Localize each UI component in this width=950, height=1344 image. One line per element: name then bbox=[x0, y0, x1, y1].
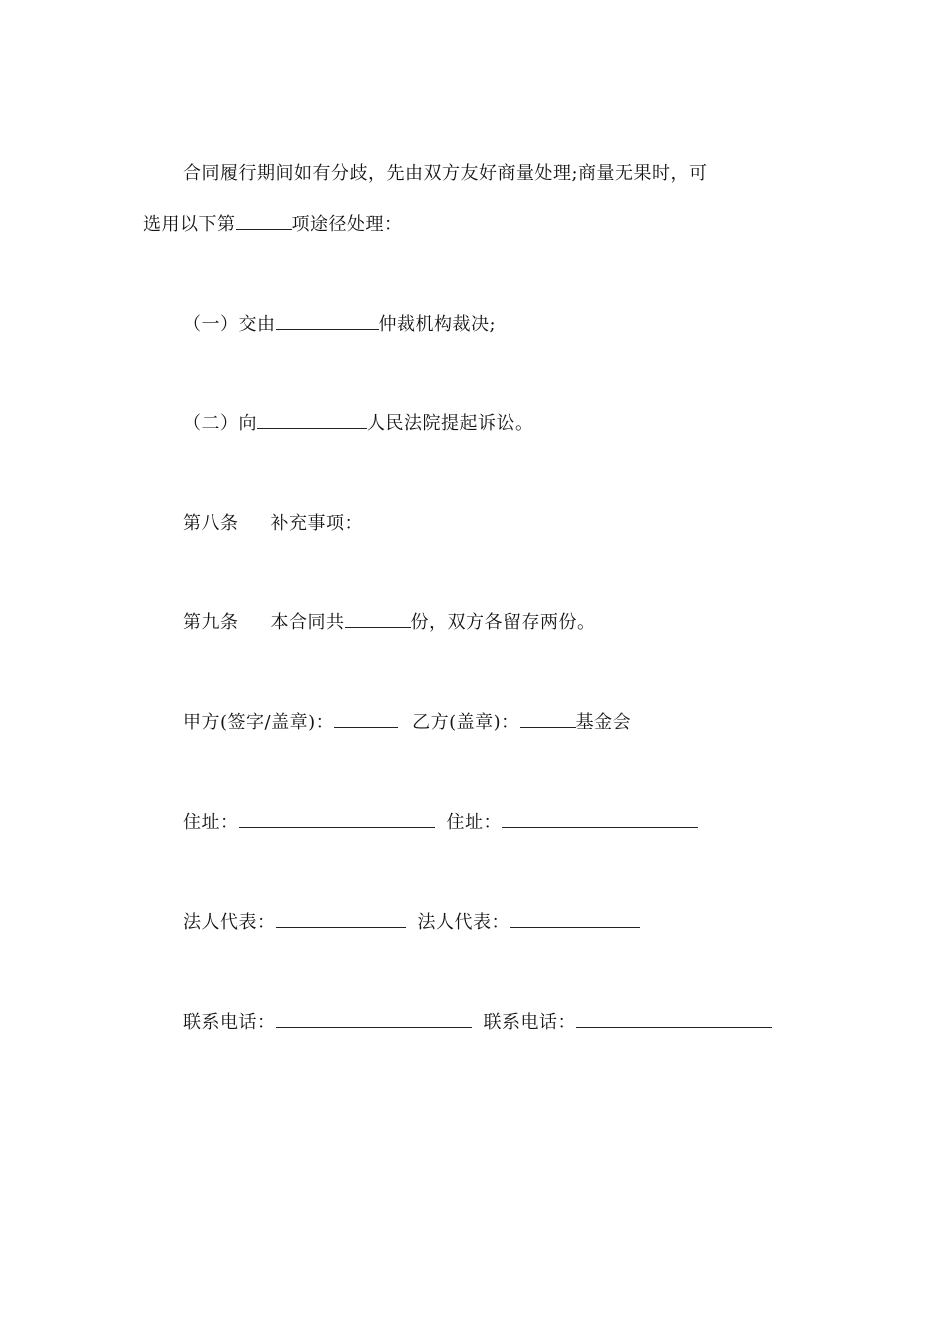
party-b-signature-label: 乙方(盖章)： bbox=[412, 712, 520, 733]
article-nine-number: 第九条 bbox=[183, 612, 239, 633]
court-name-blank[interactable] bbox=[257, 412, 367, 429]
dispute-clause-line2-suffix: 项途径处理： bbox=[291, 214, 403, 235]
option-two-line bbox=[183, 412, 534, 436]
article-nine-prefix: 本合同共 bbox=[270, 612, 345, 633]
party-a-legal-rep-blank[interactable] bbox=[276, 911, 406, 928]
address-line bbox=[183, 811, 698, 835]
party-b-address-blank[interactable] bbox=[502, 811, 698, 828]
party-a-address-blank[interactable] bbox=[239, 811, 435, 828]
party-b-phone-blank[interactable] bbox=[576, 1011, 772, 1028]
dispute-clause-line-1 bbox=[183, 162, 708, 186]
article-eight-text: 补充事项： bbox=[270, 513, 363, 534]
party-b-signature-blank[interactable] bbox=[520, 711, 576, 728]
method-number-blank[interactable] bbox=[236, 213, 292, 230]
party-b-address-label: 住址： bbox=[446, 812, 502, 833]
article-nine-line bbox=[183, 611, 596, 635]
dispute-clause-line-2 bbox=[143, 213, 403, 237]
party-b-signature-suffix: 基金会 bbox=[575, 712, 632, 733]
party-a-signature-blank[interactable] bbox=[334, 711, 398, 728]
article-eight-line bbox=[183, 512, 363, 536]
phone-line bbox=[183, 1011, 772, 1035]
arbitration-commission-blank[interactable] bbox=[276, 313, 379, 330]
dispute-clause-text: 合同履行期间如有分歧，先由双方友好商量处理;商量无果时，可 bbox=[183, 163, 708, 184]
signature-line bbox=[183, 711, 631, 735]
dispute-clause-line2-prefix: 选用以下第 bbox=[143, 214, 236, 235]
party-a-signature-label: 甲方(签字/盖章)： bbox=[183, 712, 335, 733]
party-b-phone-label: 联系电话： bbox=[483, 1012, 576, 1033]
party-a-phone-label: 联系电话： bbox=[183, 1012, 276, 1033]
option-two-suffix: 人民法院提起诉讼。 bbox=[367, 413, 534, 434]
option-one-prefix: （一）交由 bbox=[183, 314, 276, 335]
copies-count-blank[interactable] bbox=[345, 611, 411, 628]
party-a-legal-rep-label: 法人代表： bbox=[183, 912, 276, 933]
party-a-address-label: 住址： bbox=[183, 812, 239, 833]
article-nine-suffix: 份，双方各留存两份。 bbox=[410, 612, 596, 633]
party-b-legal-rep-blank[interactable] bbox=[510, 911, 640, 928]
option-two-prefix: （二）向 bbox=[183, 413, 257, 434]
party-a-phone-blank[interactable] bbox=[276, 1011, 472, 1028]
article-eight-number: 第八条 bbox=[183, 513, 239, 534]
party-b-legal-rep-label: 法人代表： bbox=[417, 912, 510, 933]
option-one-suffix: 仲裁机构裁决; bbox=[378, 314, 497, 335]
legal-rep-line bbox=[183, 911, 640, 935]
option-one-line bbox=[183, 313, 496, 337]
